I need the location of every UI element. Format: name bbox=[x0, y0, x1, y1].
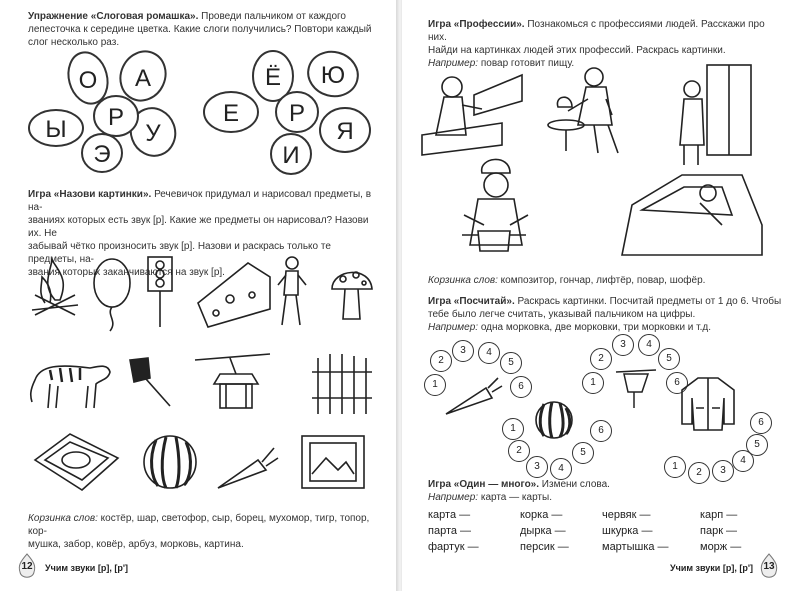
word-item: червяк — bbox=[602, 509, 651, 521]
word-item: фартук — bbox=[428, 541, 479, 553]
number-circle: 6 bbox=[590, 420, 612, 442]
exercise-text-1: Проведи пальчиком от каждого лепесточка bbox=[28, 11, 346, 35]
petal-letter: Ю bbox=[320, 62, 346, 89]
prof-basket: композитор, гончар, лифтёр, повар, шофёр. bbox=[500, 275, 706, 286]
number-circle: 2 bbox=[590, 348, 612, 370]
petal-letter: Ы bbox=[45, 116, 67, 143]
word-item: парта — bbox=[428, 525, 472, 537]
fence-icon bbox=[312, 354, 372, 414]
number-circle: 2 bbox=[508, 440, 530, 462]
number-circle: 2 bbox=[430, 350, 452, 372]
picture-row-3 bbox=[30, 430, 370, 500]
word-item: карта — bbox=[428, 509, 471, 521]
number-circle: 4 bbox=[550, 458, 572, 480]
count-instructions bbox=[428, 295, 783, 334]
driver-illustration bbox=[622, 175, 762, 255]
traffic-light-icon bbox=[148, 257, 172, 327]
number-circle: 6 bbox=[750, 412, 772, 434]
mushroom-icon bbox=[332, 272, 372, 319]
petal-letter: И bbox=[282, 142, 300, 169]
framed-picture-icon bbox=[302, 436, 364, 488]
basket-label: Корзинка слов: bbox=[28, 513, 98, 524]
example-label: Например: bbox=[428, 322, 479, 333]
word-item: карп — bbox=[700, 509, 738, 521]
page-footer: Учим звуки [р], [р'] bbox=[670, 563, 753, 573]
game-text-3: забывай чётко произносить звук [р]. Назови и раскрась только те предметы, на- bbox=[28, 241, 331, 265]
one-many-instructions bbox=[428, 478, 778, 504]
watermelon-icon bbox=[532, 396, 582, 442]
number-circle: 3 bbox=[526, 456, 548, 478]
basket-text-2: мушка, забор, ковёр, арбуз, морковь, картина. bbox=[28, 539, 244, 550]
count-title: Игра «Посчитай». bbox=[428, 296, 515, 307]
number-circle: 5 bbox=[572, 442, 594, 464]
number-circle: 5 bbox=[500, 352, 522, 374]
liftman-illustration bbox=[680, 65, 751, 165]
wrestler-icon bbox=[278, 257, 306, 325]
right-page bbox=[402, 0, 800, 591]
carrot-icon bbox=[444, 376, 504, 416]
professions-illustrations bbox=[422, 65, 782, 265]
count-text-2: тебе было легче считать, указывай пальчиком на цифры. bbox=[428, 309, 696, 320]
example-label: Например: bbox=[428, 492, 479, 503]
petal-letter: У bbox=[145, 120, 161, 147]
number-circle: 3 bbox=[712, 460, 734, 482]
flower-center-letter: Р bbox=[107, 104, 125, 131]
syllable-flower-2 bbox=[205, 50, 375, 175]
exercise-title: Упражнение «Слоговая ромашка». bbox=[28, 11, 199, 22]
count-text-1: Раскрась картинки. Посчитай предметы от 1 до 6. Чтобы bbox=[517, 296, 782, 307]
cook-illustration bbox=[462, 159, 528, 251]
game-text-1: Речевичок придумал и нарисовал предметы, в на- bbox=[28, 189, 372, 213]
composer-illustration bbox=[422, 75, 522, 155]
number-circle: 6 bbox=[666, 372, 688, 394]
word-item: мартышка — bbox=[602, 541, 669, 553]
number-circle: 1 bbox=[424, 374, 446, 396]
bird-feeder-icon bbox=[195, 354, 270, 408]
campfire-icon bbox=[32, 260, 78, 315]
potter-illustration bbox=[548, 68, 618, 153]
professions-basket bbox=[428, 274, 778, 287]
number-circle: 5 bbox=[658, 348, 680, 370]
page-footer: Учим звуки [р], [р'] bbox=[45, 563, 128, 573]
prof-text-1: Познакомься с профессиями людей. Расскажи про них. bbox=[428, 19, 765, 43]
number-circle: 1 bbox=[664, 456, 686, 478]
watermelon-icon bbox=[144, 436, 196, 488]
game-text-2: званиях которых есть звук [р]. Какие же предметы он нарисовал? Назови их. Не bbox=[28, 215, 369, 239]
number-circle: 4 bbox=[638, 334, 660, 356]
word-item: корка — bbox=[520, 509, 563, 521]
number-circle: 6 bbox=[510, 376, 532, 398]
jacket-icon bbox=[678, 374, 738, 434]
example-label: Например: bbox=[428, 58, 479, 69]
game-text-4: звания которых заканчиваются на звук [р]. bbox=[28, 267, 225, 278]
one-many-title: Игра «Один — много». bbox=[428, 479, 540, 490]
number-circle: 1 bbox=[582, 372, 604, 394]
count-example: одна морковка, две морковки, три морковки и т.д. bbox=[480, 322, 712, 333]
exercise-instructions bbox=[28, 10, 378, 49]
tiger-icon bbox=[31, 366, 110, 408]
number-circle: 3 bbox=[452, 340, 474, 362]
page-number: 13 bbox=[763, 561, 775, 572]
prof-example: повар готовит пищу. bbox=[480, 58, 575, 69]
feeder-icon bbox=[612, 366, 662, 412]
prof-title: Игра «Профессии». bbox=[428, 19, 525, 30]
page-number: 12 bbox=[21, 561, 33, 572]
left-page bbox=[0, 0, 398, 591]
word-item: шкурка — bbox=[602, 525, 653, 537]
word-item: дырка — bbox=[520, 525, 566, 537]
petal-letter: О bbox=[78, 67, 98, 94]
word-item: персик — bbox=[520, 541, 569, 553]
number-circle: 4 bbox=[478, 342, 500, 364]
axe-icon bbox=[130, 358, 170, 406]
basket-label: Корзинка слов: bbox=[428, 275, 498, 286]
picture-row-1 bbox=[30, 255, 370, 335]
number-circle: 1 bbox=[502, 418, 524, 440]
petal-letter: Я bbox=[336, 118, 354, 145]
number-circle: 4 bbox=[732, 450, 754, 472]
balloon-icon bbox=[94, 259, 130, 331]
number-circle: 5 bbox=[746, 434, 768, 456]
basket-text-1: костёр, шар, светофор, сыр, борец, мухомор, тигр, топор, кор- bbox=[28, 513, 370, 537]
petal-letter: Ё bbox=[264, 64, 282, 91]
one-many-example: карта — карты. bbox=[480, 492, 552, 503]
word-item: морж — bbox=[700, 541, 742, 553]
flower-center-letter: Р bbox=[288, 100, 306, 127]
carrot-icon bbox=[218, 448, 278, 488]
prof-text-2: Найди на картинках людей этих профессий. Раскрась картинки. bbox=[428, 45, 726, 56]
petal-letter: А bbox=[134, 65, 152, 92]
game-title: Игра «Назови картинки». bbox=[28, 189, 152, 200]
picture-row-2 bbox=[30, 350, 370, 420]
cheese-icon bbox=[198, 263, 270, 327]
one-many-text: Измени слова. bbox=[541, 479, 610, 490]
carpet-icon bbox=[35, 434, 118, 490]
exercise-text-2: к середине цветка. Какие слоги получились? Повтори каждый слог несколько раз. bbox=[28, 24, 372, 48]
word-basket bbox=[28, 512, 378, 551]
number-circle: 3 bbox=[612, 334, 634, 356]
number-circle: 2 bbox=[688, 462, 710, 484]
petal-letter: Е bbox=[222, 100, 240, 127]
professions-instructions bbox=[428, 18, 778, 70]
petal-letter: Э bbox=[93, 141, 111, 168]
word-item: парк — bbox=[700, 525, 738, 537]
syllable-flower-1 bbox=[30, 50, 190, 175]
